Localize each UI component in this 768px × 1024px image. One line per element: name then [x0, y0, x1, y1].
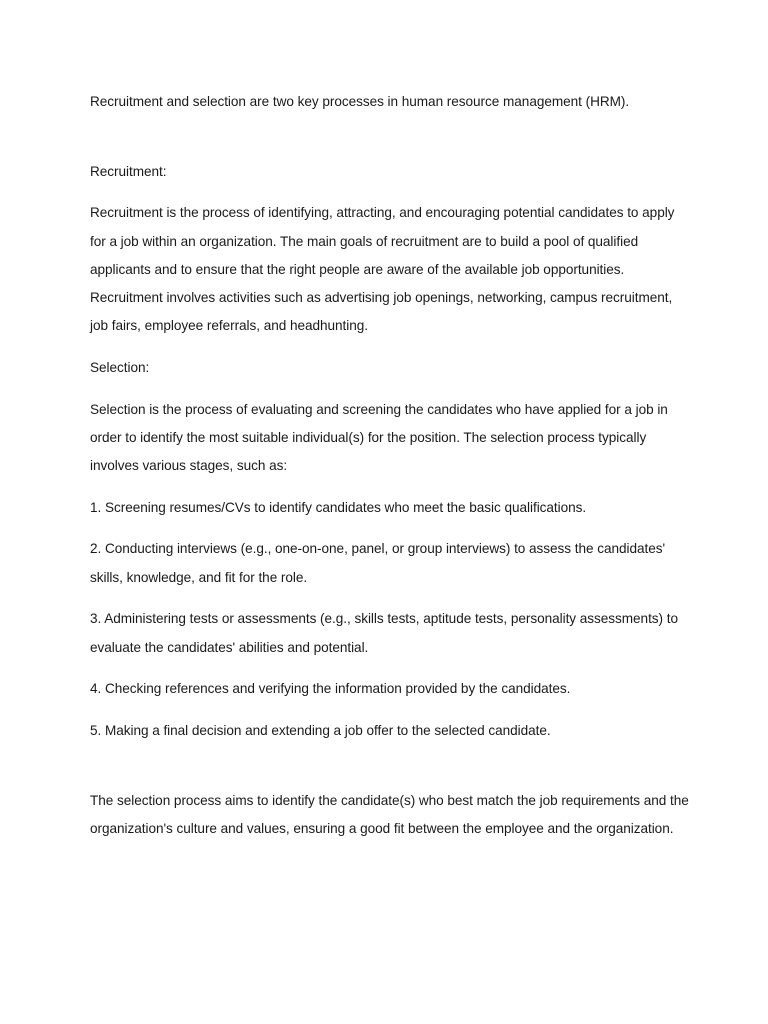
blank-line [90, 130, 690, 158]
selection-step-2: 2. Conducting interviews (e.g., one-on-one, panel, or group interviews) to assess the candidates' skills, knowledge, and fit for the role. [90, 541, 666, 585]
selection-step-1: 1. Screening resumes/CVs to identify candidates who meet the basic qualifications. [90, 499, 587, 515]
recruitment-paragraph: Recruitment is the process of identifying, attracting, and encouraging potential candidates to apply for a job within an organization. The main goals of recruitment are to build a pool of qualified applicants and to ensure that the right people are aware of the available job opportunities. Recruitment involves activities such as advertising job openings, networking, campus recruitment, job fairs, employee referrals, and headhunting. [90, 205, 675, 334]
selection-step-5: 5. Making a final decision and extending a job offer to the selected candidate. [90, 722, 551, 738]
document-page [90, 88, 690, 857]
recruitment-heading: Recruitment: [90, 163, 167, 179]
blank-line [90, 759, 690, 787]
selection-heading: Selection: [90, 359, 150, 375]
selection-paragraph: Selection is the process of evaluating and screening the candidates who have applied for a job in order to identify the most suitable individual(s) for the position. The selection process typically involves various stages, such as: [90, 401, 668, 474]
intro-paragraph: Recruitment and selection are two key processes in human resource management (HRM). [90, 94, 630, 109]
selection-step-3: 3. Administering tests or assessments (e.g., skills tests, aptitude tests, personality assessments) to evaluate the candidates' abilities and potential. [90, 611, 678, 655]
selection-step-4: 4. Checking references and verifying the information provided by the candidates. [90, 681, 571, 697]
conclusion-paragraph: The selection process aims to identify the candidate(s) who best match the job requirements and the organization's culture and values, ensuring a good fit between the employee and the organization. [90, 792, 689, 836]
